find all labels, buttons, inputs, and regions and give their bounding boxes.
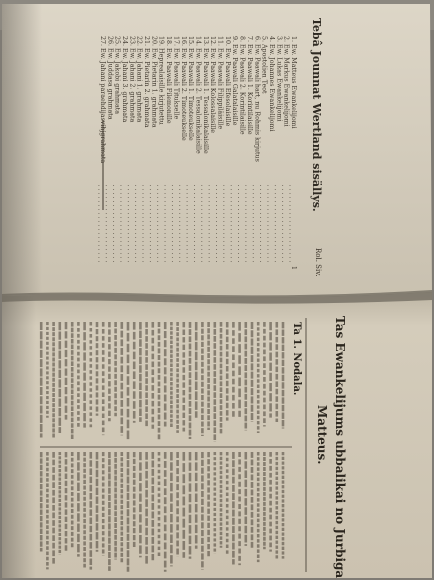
toc-entry-title: 4. Ew. Johannes Ewankelijomi [267, 36, 275, 132]
toc-entry-title: 25. Ew. Jakobi grahmata [113, 36, 121, 115]
toc-entry-title: 7. Ew. Paawali 1. Korintilaisille [245, 36, 253, 135]
toc-entry-title: 18. Ew. Paawali Filemonille [165, 36, 173, 124]
chapter-label: Ta 1. Nodala. [291, 322, 302, 396]
upper-heading: Tebâ Jounnat Wertland sisällys. [310, 18, 323, 212]
toc-entry-title: 21. Ew. Pietarin 2. grahmata [143, 36, 150, 128]
toc-entry-title: 17. Ew. Paawali Titukselle [172, 36, 180, 120]
toc-entry-title: 11. Ew. Paawali Filippiläisille [216, 36, 224, 130]
toc-entry-title: 15. Ew. Paawali 1. Timoteukselle [187, 36, 195, 141]
toc-entry-title: 26. Ew. Juddasa grahmata [106, 36, 114, 120]
toc-entry-page: 1 [290, 266, 297, 270]
toc-entry-title: 2. Ew. Markus Ewankelijomi [282, 36, 290, 127]
lower-subheading: Matteus. [315, 405, 329, 465]
toc-entry-title: 10. Ew. Paawali Efesolaisille [223, 36, 231, 127]
upper-column-header: Rol. Siv. [314, 248, 322, 277]
toc-entry-title: 19. Heprealaisille kirjutettu [157, 36, 165, 125]
toc-entry-title: 16. Ew. Paawali 2. Timoteukselle [179, 36, 187, 141]
toc-entry-title: 8. Ew. Paawali 2. Korintilaisille [238, 36, 246, 135]
toc-entry-title: 9. Ew. Paawali Galatalaisille [231, 36, 239, 126]
toc-entry-title: 13. Ew. Paawali 1. Tessalonikalaisille [201, 36, 209, 154]
toc-entry-title: 24. Ew. Jahani 3. grahmata [120, 36, 128, 123]
toc-entry-title: 5. Apostolien Teot [260, 36, 268, 94]
toc-entry-title: 22. Ew. Jahani 1. grahmata [135, 36, 143, 123]
toc-entry-title: 20. Ew. Pietarin 1. grahmata [150, 36, 158, 128]
lower-heading: Tas Ewankelijums ubbalikai no Jurbiga [333, 316, 347, 579]
toc-entry-title: 3. Ew. Lukas Ewankelijomi [275, 36, 283, 122]
toc-entry-title: 6. Ew. Paawali hart, nu Rohmis kirjutus [253, 36, 261, 162]
toc-entry-title: 27. Ew. Jahani paraehdijasvihjgrahmata [98, 36, 106, 164]
toc-entry-title: 14. Ew. Paawali 2. Tessalonikalaisille [194, 36, 202, 154]
toc-entry-title: 23. Ew. Jahani 2. grahmata [128, 36, 136, 123]
toc-entry-title: 12. Ew. Paawali Kolossalaisille [209, 36, 217, 134]
toc-entry-title: 1. Ew. Matteus Ewankelijomi [290, 36, 297, 129]
